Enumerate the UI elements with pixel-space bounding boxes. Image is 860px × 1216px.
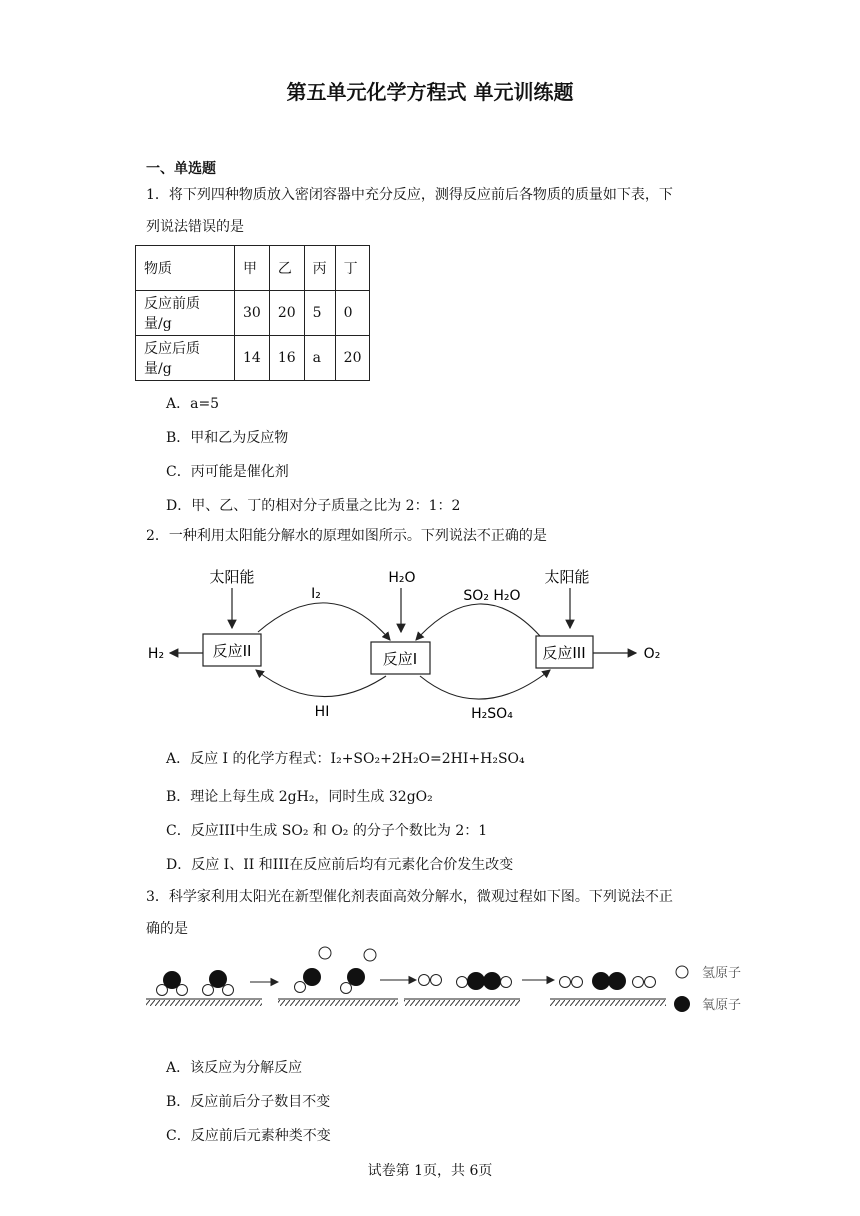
table-cell: 反应后质量/g [136,336,235,381]
table-cell: 30 [235,291,270,336]
solar-right-label: 太阳能 [544,568,590,586]
table-row [136,291,370,336]
water-molecule [157,971,188,996]
table-header-cell: 乙 [269,246,304,291]
oxygen-atom-legend-label: 氧原子 [702,998,742,1013]
q3-micro-process-diagram [140,940,760,1020]
page-footer: 试卷第 1页，共 6页 [367,1163,493,1179]
q2-option-a-equation: I₂+SO₂+2H₂O=2HI+H₂SO₄ [330,751,525,767]
water-in-label: H₂O [388,570,416,586]
h2so4-label: H₂SO₄ [471,706,513,722]
q2-stem: 2．一种利用太阳能分解水的原理如图所示。下列说法不正确的是 [146,528,547,544]
q1-option-a: A．a=5 [166,396,220,412]
q1-option-d: D．甲、乙、丁的相对分子质量之比为 2：1：2 [166,498,461,514]
q3-stem-line2: 确的是 [146,921,188,937]
table-header-cell: 物质 [136,246,235,291]
q1-option-c: C．丙可能是催化剂 [166,464,289,480]
q3-stem-line1: 3．科学家利用太阳光在新型催化剂表面高效分解水，微观过程如下图。下列说法不正 [146,889,673,905]
catalyst-surface [550,999,666,1006]
catalyst-surface [146,999,262,1006]
so2-h2o-label: SO₂ H₂O [463,588,521,604]
table-header-cell: 丙 [304,246,335,291]
reaction-iii-label: 反应III [542,644,586,662]
q3-option-b: B．反应前后分子数目不变 [166,1094,331,1110]
q2-option-a [166,748,525,768]
table-header-cell: 丁 [335,246,370,291]
q2-option-d: D．反应 I、II 和III在反应前后均有元素化合价发生改变 [166,857,514,873]
section-heading: 一、单选题 [146,161,216,177]
table-cell: 反应前质量/g [136,291,235,336]
table-row [136,336,370,381]
q2-option-a-prefix: A．反应 I 的化学方程式： [166,751,331,767]
oxygen-atom-legend-icon [674,996,690,1012]
table-cell: 16 [269,336,304,381]
solar-left-label: 太阳能 [209,568,255,586]
table-cell: 20 [269,291,304,336]
page-title: 第五单元化学方程式 单元训练题 [286,80,574,104]
q2-option-b: B．理论上每生成 2gH₂，同时生成 32gO₂ [166,789,433,805]
q1-mass-table [135,245,370,381]
reaction-ii-label: 反应II [212,642,252,660]
q1-option-b: B．甲和乙为反应物 [166,430,289,446]
table-cell: 20 [335,336,370,381]
q2-option-c: C．反应III中生成 SO₂ 和 O₂ 的分子个数比为 2：1 [166,823,488,839]
q3-option-a: A．该反应为分解反应 [166,1060,303,1076]
hydrogen-atom-legend-label: 氢原子 [702,966,742,981]
q1-stem-line1: 1．将下列四种物质放入密闭容器中充分反应，测得反应前后各物质的质量如下表，下 [146,187,673,203]
h2-output-label: H₂ [147,646,165,662]
water-molecule [203,970,234,996]
i2-label: I₂ [311,586,321,602]
reaction-i-label: 反应I [382,650,418,668]
table-cell: 5 [304,291,335,336]
table-header-cell: 甲 [235,246,270,291]
q1-stem-line2: 列说法错误的是 [146,219,244,235]
hydrogen-atom-legend-icon [676,966,688,978]
q2-cycle-diagram [140,560,680,730]
q3-option-c: C．反应前后元素种类不变 [166,1128,331,1144]
hi-label: HI [314,704,330,720]
table-cell: 14 [235,336,270,381]
table-cell: 0 [335,291,370,336]
table-cell: a [304,336,335,381]
catalyst-surface [278,999,398,1006]
o2-output-label: O₂ [643,646,661,662]
catalyst-surface [404,999,520,1006]
table-row [136,246,370,291]
